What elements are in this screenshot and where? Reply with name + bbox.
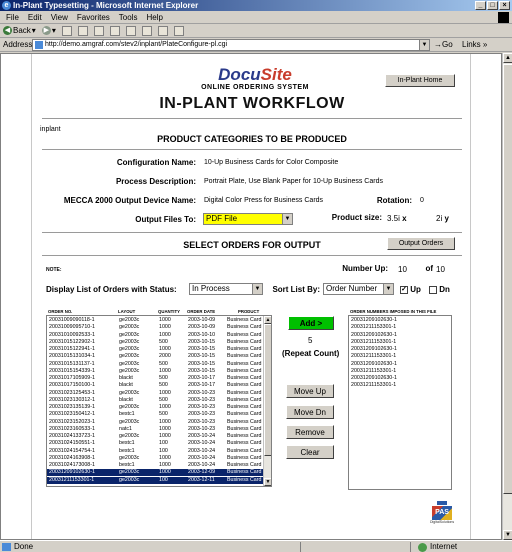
order-row[interactable] — [47, 462, 263, 469]
order-row[interactable] — [47, 433, 263, 440]
status-text: Done — [14, 542, 34, 551]
remove-button[interactable]: Remove — [286, 425, 334, 439]
order-cell: 1000 — [159, 389, 171, 396]
order-cell: 20031024173008-1 — [49, 462, 95, 468]
order-cell: 20031024154754-1 — [49, 447, 95, 454]
back-label: Back — [13, 25, 31, 35]
order-row[interactable] — [47, 382, 263, 389]
order-cell: 100 — [159, 440, 168, 447]
page-done-icon — [2, 543, 11, 551]
of-value: 10 — [436, 265, 445, 274]
order-cell: bestc1 — [119, 411, 135, 418]
history-icon[interactable] — [142, 26, 152, 36]
scroll-thumb[interactable] — [264, 324, 272, 456]
select-orders-title: SELECT ORDERS FOR OUTPUT — [183, 240, 321, 250]
order-cell: ge2003c — [119, 360, 140, 367]
order-cell: bestc1 — [119, 447, 135, 454]
order-row[interactable] — [47, 411, 263, 418]
repeat-count-value: 5 — [308, 336, 313, 345]
order-cell: 20031010092533-1 — [49, 331, 95, 338]
order-cell: 2003-10-24 — [188, 462, 216, 468]
order-row[interactable] — [47, 375, 263, 382]
forward-button[interactable] — [42, 24, 56, 38]
scroll-down-icon[interactable]: ▼ — [265, 479, 271, 485]
number-up-label: Number Up: — [342, 264, 388, 273]
output-files-select[interactable] — [203, 213, 293, 225]
status-value: In Process — [192, 284, 230, 293]
sort-select[interactable] — [323, 283, 394, 295]
imposed-listbox[interactable] — [348, 315, 452, 490]
imposed-row[interactable]: 20031209102630-1 — [351, 331, 397, 338]
imposed-row[interactable]: 20031211153301-1 — [351, 382, 397, 389]
window-scrollbar[interactable] — [502, 53, 512, 540]
order-row[interactable] — [47, 426, 263, 433]
imposed-row[interactable]: 20031211153301-1 — [351, 324, 397, 331]
sort-up-checkbox[interactable]: ✓ — [401, 285, 407, 293]
order-cell: 2003-10-17 — [188, 382, 216, 389]
order-cell: 1000 — [159, 462, 171, 468]
pas-logo — [430, 501, 454, 531]
categories-title: PRODUCT CATEGORIES TO BE PRODUCED — [157, 134, 347, 144]
back-dropdown-icon[interactable]: ▾ — [31, 25, 36, 35]
order-cell: 1000 — [159, 454, 171, 461]
order-cell: 20031023135139-1 — [49, 404, 95, 410]
order-cell: ge2003c — [119, 469, 140, 476]
mail-icon[interactable] — [158, 26, 168, 36]
imposed-row[interactable]: 20031209102630-1 — [351, 346, 397, 352]
menu-bar — [0, 11, 512, 24]
order-cell: ge2003c — [119, 324, 140, 331]
order-cell: 20031015131137-1 — [49, 360, 95, 367]
order-cell: Business Card — [227, 418, 262, 425]
device-label: MECCA 2000 Output Device Name: — [63, 196, 196, 205]
order-cell: 2003-10-15 — [188, 346, 216, 352]
rotation-value: 0 — [420, 197, 424, 204]
close-button[interactable]: × — [499, 1, 510, 10]
process-value: Portrait Plate, Use Blank Paper for 10-Up Business Cards — [204, 178, 383, 185]
minimize-button[interactable]: _ — [475, 1, 486, 10]
refresh-icon[interactable] — [78, 26, 88, 36]
order-cell: Business Card — [227, 331, 262, 338]
imposed-row[interactable]: 20031211153301-1 — [351, 338, 397, 345]
order-cell: 20031024150551-1 — [49, 440, 95, 447]
imposed-row[interactable]: 20031211153301-1 — [351, 367, 397, 374]
address-label: Address — [3, 40, 33, 49]
order-cell: Business Card — [227, 367, 262, 374]
order-cell: blackt — [119, 396, 133, 403]
print-icon[interactable] — [174, 26, 184, 36]
sort-value: Order Number — [326, 284, 378, 293]
order-row[interactable] — [47, 448, 263, 455]
address-url: http://demo.amgraf.com/stev2/inplant/PlateConfigure-pl.cgi — [45, 41, 228, 48]
order-cell: 500 — [159, 338, 168, 345]
order-cell: 20031024133723-1 — [49, 433, 95, 439]
favorites-icon[interactable] — [126, 26, 136, 36]
order-cell: 1000 — [159, 317, 171, 323]
order-cell: 20031023160533-1 — [49, 425, 95, 432]
add-button[interactable]: Add > — [288, 316, 334, 330]
order-cell: 20031017150100-1 — [49, 382, 95, 389]
order-cell: 20031023150412-1 — [49, 411, 95, 418]
order-row[interactable] — [47, 324, 263, 331]
order-cell: 2003-10-24 — [188, 440, 216, 447]
divider — [42, 149, 462, 150]
divider — [42, 232, 462, 233]
order-cell: Business Card — [227, 360, 262, 367]
order-cell: blackt — [119, 382, 133, 389]
go-button[interactable]: →Go — [434, 40, 453, 49]
logo-sub: ONLINE ORDERING SYSTEM — [201, 84, 309, 91]
order-cell: 20031024163908-1 — [49, 454, 95, 461]
order-cell: 20031017105909-1 — [49, 375, 95, 381]
order-cell: ge2003c — [119, 476, 140, 483]
order-row[interactable] — [47, 419, 263, 426]
order-cell: 1000 — [159, 418, 171, 425]
order-cell: 20031023125453-1 — [49, 389, 95, 396]
order-cell: ge2003c — [119, 346, 140, 352]
order-cell: 2003-12-11 — [188, 476, 215, 483]
order-cell: Business Card — [227, 411, 262, 418]
output-files-value: PDF File — [206, 214, 238, 223]
address-dropdown-icon[interactable]: ▼ — [419, 40, 429, 50]
order-row[interactable] — [47, 353, 263, 360]
user-name: inplant — [40, 126, 61, 133]
order-cell: Business Card — [227, 425, 262, 432]
docusite-logo — [180, 66, 330, 92]
order-cell: 500 — [159, 411, 168, 418]
order-cell: 2003-10-23 — [188, 411, 216, 418]
order-cell: 2003-10-23 — [188, 418, 216, 425]
display-status-label: Display List of Orders with Status: — [46, 285, 177, 294]
order-cell: 2003-10-15 — [188, 353, 216, 360]
order-row[interactable] — [47, 440, 263, 447]
order-cell: 1000 — [159, 469, 171, 476]
rotation-label: Rotation: — [376, 196, 412, 205]
order-row[interactable] — [47, 317, 263, 324]
order-cell: Business Card — [227, 433, 262, 439]
order-cell: ge2003c — [119, 404, 140, 410]
order-cell: Business Card — [227, 469, 262, 476]
order-cell: Business Card — [227, 317, 262, 323]
order-cell: 2003-10-15 — [188, 367, 216, 374]
order-cell: 20031015122902-1 — [49, 338, 95, 345]
order-cell: 20031009095710-1 — [49, 324, 95, 331]
windows-logo-icon — [498, 12, 509, 23]
move-up-button[interactable]: Move Up — [286, 384, 334, 398]
order-cell: 1000 — [159, 331, 171, 338]
order-cell: 2003-10-24 — [188, 447, 216, 454]
menu-file[interactable]: File — [6, 13, 19, 22]
sort-up-option[interactable]: ✓ Up — [401, 285, 421, 294]
order-cell: 20031015131034-1 — [49, 353, 95, 360]
order-row[interactable] — [47, 404, 263, 411]
product-size-value: 3.5i x — [387, 214, 407, 223]
order-cell: 100 — [159, 447, 168, 454]
order-cell: 2003-12-09 — [188, 469, 216, 476]
address-bar — [0, 38, 512, 52]
order-cell: 20031023152023-1 — [49, 418, 95, 425]
menu-tools[interactable]: Tools — [118, 13, 138, 22]
scroll-up-icon[interactable]: ▲ — [265, 317, 271, 323]
order-cell: 100 — [159, 476, 168, 483]
order-row[interactable] — [47, 339, 263, 346]
order-cell: 1000 — [159, 404, 171, 410]
order-cell: 500 — [159, 360, 168, 367]
order-cell: 20031023130312-1 — [49, 396, 95, 403]
order-cell: 2000 — [159, 353, 171, 360]
order-cell: 2003-10-09 — [188, 324, 216, 331]
order-cell: 1000 — [159, 367, 171, 374]
order-cell: ge2003c — [119, 331, 140, 338]
clear-button[interactable]: Clear — [286, 445, 334, 459]
scroll-up-icon[interactable]: ▲ — [503, 53, 512, 63]
internet-zone: Internet — [418, 541, 457, 552]
order-cell: ge2003c — [119, 338, 140, 345]
order-row[interactable] — [47, 469, 263, 476]
scroll-down-icon[interactable]: ▼ — [503, 530, 512, 540]
repeat-count-label: (Repeat Count) — [282, 349, 340, 358]
order-cell: 500 — [159, 375, 168, 381]
order-row[interactable] — [47, 397, 263, 404]
divider — [42, 255, 462, 256]
order-row[interactable] — [47, 332, 263, 339]
output-files-label: Output Files To: — [135, 215, 196, 224]
pas-logo-mark: PAS — [432, 506, 452, 520]
imposed-row[interactable]: 20031209102630-1 — [351, 375, 397, 381]
order-row[interactable] — [47, 368, 263, 375]
order-cell: 2003-10-24 — [188, 454, 216, 461]
order-cell: 2003-10-17 — [188, 375, 216, 381]
order-row[interactable] — [47, 477, 263, 484]
order-cell: Business Card — [227, 353, 262, 360]
chevron-down-icon: ▼ — [383, 284, 393, 294]
imposed-row[interactable]: 20031211153301-1 — [351, 353, 397, 360]
chevron-down-icon: ▼ — [282, 214, 292, 224]
product-size-label: Product size: — [331, 213, 382, 222]
config-value: 10-Up Business Cards for Color Composite — [204, 159, 339, 166]
order-row[interactable] — [47, 455, 263, 462]
col-product: PRODUCT — [238, 309, 260, 314]
order-cell: 1000 — [159, 425, 171, 432]
order-cell: 20031211153301-1 — [49, 476, 95, 483]
ie-icon: e — [2, 1, 11, 10]
order-cell: 500 — [159, 396, 168, 403]
window-titlebar — [0, 0, 512, 11]
order-cell: Business Card — [227, 324, 262, 331]
order-cell: 2003-10-23 — [188, 396, 216, 403]
links-button[interactable]: Links » — [462, 40, 488, 49]
col-order-date: ORDER DATE — [187, 309, 216, 314]
config-label: Configuration Name: — [116, 158, 196, 167]
order-cell: 2003-10-15 — [188, 338, 216, 345]
order-cell: Business Card — [227, 375, 262, 381]
order-row[interactable] — [47, 346, 263, 353]
menu-favorites[interactable]: Favorites — [76, 13, 110, 22]
order-cell: ge2003c — [119, 367, 140, 374]
order-cell: 20031015122941-1 — [49, 346, 95, 352]
order-cell: Business Card — [227, 382, 262, 389]
col-quantity: QUANTITY — [158, 309, 180, 314]
orders-scrollbar[interactable] — [263, 316, 271, 486]
order-cell: natc1 — [119, 425, 132, 432]
forward-dropdown-icon[interactable]: ▾ — [51, 25, 56, 35]
order-cell: 20031009090118-1 — [49, 317, 95, 323]
stop-icon[interactable] — [62, 26, 72, 36]
imposed-header: ORDER NUMBERS IMPOSED IN THIS FILE — [350, 309, 437, 314]
order-cell: ge2003c — [119, 418, 140, 425]
menu-help[interactable]: Help — [146, 13, 163, 22]
menu-edit[interactable]: Edit — [27, 13, 42, 22]
order-cell: Business Card — [227, 404, 262, 410]
order-cell: 2003-10-23 — [188, 389, 216, 396]
back-arrow-icon: ◀ — [4, 27, 11, 34]
order-cell: 500 — [159, 382, 168, 389]
order-cell: Business Card — [227, 454, 262, 461]
imposed-row[interactable]: 20031209102630-1 — [351, 317, 397, 323]
order-cell: 2003-10-24 — [188, 433, 216, 439]
sort-label: Sort List By: — [272, 285, 320, 294]
order-row[interactable] — [47, 361, 263, 368]
order-cell: Business Card — [227, 346, 262, 352]
divider — [42, 118, 462, 119]
order-cell: 2003-10-15 — [188, 360, 216, 367]
order-cell: Business Card — [227, 389, 262, 396]
order-row[interactable] — [47, 390, 263, 397]
order-cell: 20031015154339-1 — [49, 367, 95, 374]
order-cell: 1000 — [159, 433, 171, 439]
order-cell: ge2003c — [119, 389, 140, 396]
process-label: Process Description: — [115, 177, 196, 186]
status-select[interactable] — [189, 283, 263, 295]
scroll-thumb[interactable] — [503, 64, 512, 494]
order-cell: 1000 — [159, 324, 171, 331]
order-cell: Business Card — [227, 447, 262, 454]
address-input[interactable] — [32, 39, 430, 51]
home-icon[interactable] — [94, 26, 104, 36]
imposed-row[interactable]: 20031209102630-1 — [351, 360, 397, 367]
order-cell: Business Card — [227, 476, 262, 483]
order-cell: 2003-10-09 — [188, 317, 216, 323]
order-cell: ge2003c — [119, 353, 140, 360]
order-cell: ge2003c — [119, 317, 140, 323]
order-cell: 1000 — [159, 346, 171, 352]
col-layout: LAYOUT — [118, 309, 136, 314]
logo-main: DocuSite — [218, 65, 292, 84]
order-cell: bestc1 — [119, 440, 135, 447]
window-title: In-Plant Typesetting - Microsoft Internet Explorer — [13, 1, 199, 10]
order-cell: 2003-10-23 — [188, 425, 216, 432]
col-order-no: ORDER NO. — [48, 309, 73, 314]
page-icon — [35, 41, 43, 49]
move-down-button[interactable]: Move Dn — [286, 405, 334, 419]
sort-dn-option[interactable]: Dn — [429, 285, 450, 294]
order-cell: Business Card — [227, 440, 262, 447]
search-icon[interactable] — [110, 26, 120, 36]
maximize-button[interactable]: □ — [487, 1, 498, 10]
sort-dn-checkbox[interactable] — [429, 286, 437, 294]
order-cell: 2003-10-23 — [188, 404, 216, 410]
orders-listbox[interactable] — [46, 315, 272, 487]
number-up-value: 10 — [398, 265, 407, 274]
note-label: NOTE: — [46, 267, 62, 273]
pas-logo-sub: DigitalSolutions — [430, 520, 455, 524]
back-button[interactable] — [3, 24, 36, 38]
order-cell: Business Card — [227, 396, 262, 403]
order-cell: ge2003c — [119, 454, 140, 461]
order-cell: 20031209102630-1 — [49, 469, 95, 476]
device-value: Digital Color Press for Business Cards — [204, 197, 324, 204]
page-viewport — [0, 53, 502, 540]
in-plant-home-button[interactable]: In-Plant Home — [385, 74, 455, 87]
menu-view[interactable]: View — [50, 13, 68, 22]
order-cell: 2003-10-10 — [188, 331, 216, 338]
page-heading: IN-PLANT WORKFLOW — [159, 95, 345, 112]
chevron-down-icon: ▼ — [252, 284, 262, 294]
page-content — [31, 54, 471, 540]
forward-arrow-icon: ▶ — [43, 27, 49, 34]
output-orders-button[interactable]: Output Orders — [387, 237, 455, 250]
order-cell: ge2003c — [119, 433, 140, 439]
product-size-height: 2i y — [436, 214, 449, 223]
of-label: of — [425, 264, 433, 273]
status-bar — [0, 540, 512, 552]
toolbar — [0, 24, 512, 38]
order-cell: Business Card — [227, 462, 262, 468]
order-cell: Business Card — [227, 338, 262, 345]
order-cell: bestc1 — [119, 462, 135, 468]
order-cell: blackt — [119, 375, 133, 381]
